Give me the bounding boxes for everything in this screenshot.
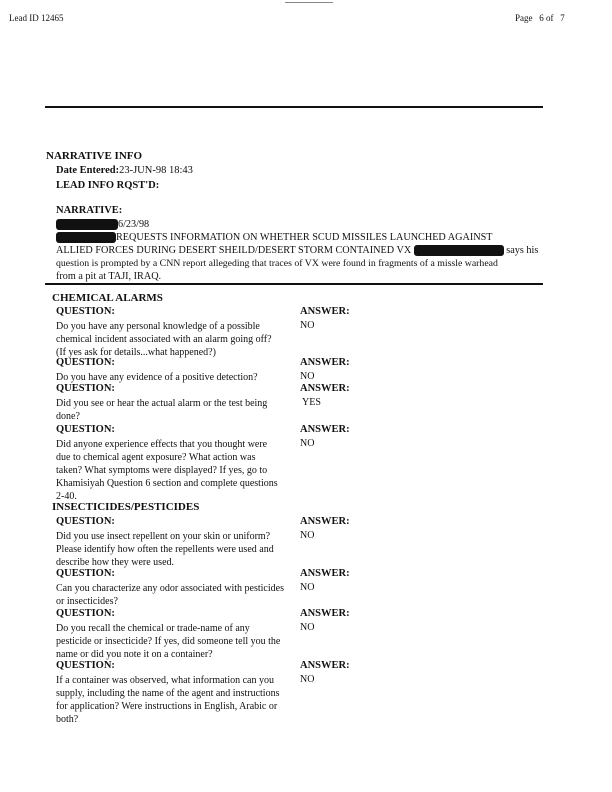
- lead-info-requested: LEAD INFO RQST'D:: [56, 180, 160, 191]
- narrative-line-1: 6/23/98: [56, 218, 546, 231]
- answer-label: ANSWER:: [300, 424, 350, 435]
- answer-value: NO: [300, 320, 315, 331]
- narrative-line-4: question is prompted by a CNN report allegeding that traces of VX were found in fragments of a missle warhead: [56, 258, 498, 269]
- question-label: QUESTION:: [56, 660, 115, 671]
- answer-label: ANSWER:: [300, 516, 350, 527]
- page-number: Page 6 of 7: [515, 13, 565, 23]
- answer-label: ANSWER:: [300, 568, 350, 579]
- narrative-line-5: from a pit at TAJI, IRAQ.: [56, 271, 162, 282]
- top-mark: [285, 2, 333, 3]
- question-text: Do you have any evidence of a positive detection?: [56, 372, 258, 383]
- lead-id: Lead ID 12465: [9, 13, 64, 23]
- answer-label: ANSWER:: [300, 660, 350, 671]
- date-entered-value: 23-JUN-98 18:43: [119, 165, 193, 176]
- section-divider: [45, 283, 543, 285]
- question-label: QUESTION:: [56, 357, 115, 368]
- answer-value: NO: [300, 582, 315, 593]
- question-label: QUESTION:: [56, 568, 115, 579]
- question-label: QUESTION:: [56, 424, 115, 435]
- redaction-block: [56, 219, 118, 230]
- section-title: INSECTICIDES/PESTICIDES: [52, 501, 200, 513]
- section-title: CHEMICAL ALARMS: [52, 292, 163, 304]
- date-entered: [56, 165, 193, 176]
- narrative-line-2: REQUESTS INFORMATION ON WHETHER SCUD MISSILES LAUNCHED AGAINST: [56, 231, 546, 244]
- redaction-block: [56, 232, 116, 243]
- redaction-block: [414, 245, 504, 256]
- answer-label: ANSWER:: [300, 306, 350, 317]
- narrative-body: [56, 218, 546, 283]
- question-text: Did anyone experience effects that you thought were due to chemical agent exposure? What action was taken? What symptoms were displayed? If yes, go to Khamisiyah Question 6 section and complete questions 2-40.: [56, 439, 278, 502]
- question-label: QUESTION:: [56, 608, 115, 619]
- answer-value: NO: [300, 674, 315, 685]
- answer-value: NO: [300, 438, 315, 449]
- answer-label: ANSWER:: [300, 357, 350, 368]
- question-text: If a container was observed, what information can you supply, including the name of the agent and instructions for application? Were instructions in English, Arabic or both?: [56, 675, 280, 725]
- narrative-line-3: ALLIED FORCES DURING DESERT SHEILD/DESERT STORM CONTAINED VX says his: [56, 245, 539, 256]
- question-label: QUESTION:: [56, 516, 115, 527]
- question-text: Did you use insect repellent on your skin or uniform? Please identify how often the repellents were used and describe how they were used.: [56, 531, 274, 568]
- answer-label: ANSWER:: [300, 608, 350, 619]
- answer-label: ANSWER:: [300, 383, 350, 394]
- narrative-info-title: NARRATIVE INFO: [46, 150, 143, 162]
- question-label: QUESTION:: [56, 306, 115, 317]
- date-entered-label: Date Entered:: [56, 165, 120, 176]
- narrative-label: NARRATIVE:: [56, 205, 123, 216]
- answer-value: NO: [300, 530, 315, 541]
- answer-value: YES: [302, 397, 321, 408]
- top-divider: [45, 106, 543, 108]
- answer-value: NO: [300, 371, 315, 382]
- question-text: Do you recall the chemical or trade-name of any pesticide or insecticide? If yes, did someone tell you the name or did you note it on a container?: [56, 623, 281, 660]
- question-text: Did you see or hear the actual alarm or the test being done?: [56, 398, 268, 422]
- question-text: Can you characterize any odor associated with pesticides or insecticides?: [56, 583, 284, 607]
- question-text: Do you have any personal knowledge of a possible chemical incident associated with an alarm going off? (If yes ask for details...what happened?): [56, 321, 272, 358]
- question-label: QUESTION:: [56, 383, 115, 394]
- answer-value: NO: [300, 622, 315, 633]
